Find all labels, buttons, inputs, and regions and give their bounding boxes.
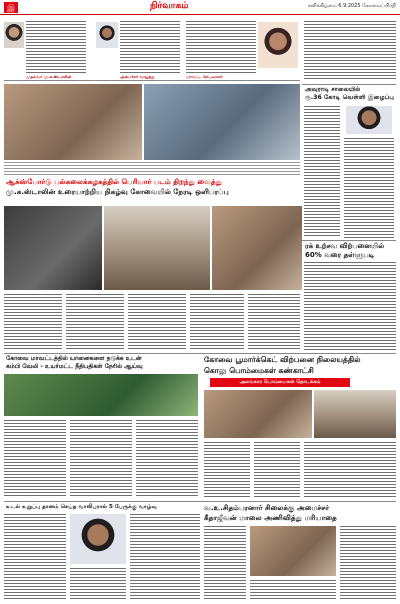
ad-caption-2: அமைச்சர் வாழ்த்து (120, 74, 155, 79)
flower-banner: அலங்கார பொம்மைகள் தொடக்கம் (210, 378, 350, 387)
divider (302, 240, 396, 241)
lead-headline-1: ஆக்ஸ்போர்டு பல்கலைக்கழகத்தில் பெரியார் படம் திறந்து வைத்து (6, 177, 222, 186)
flower-text-3 (304, 442, 396, 498)
elephant-text-3 (136, 420, 198, 498)
flower-headline-1: கோவை பூமார்க்கெட் விற்பனை நிலையத்தில் (204, 355, 361, 364)
elephant-headline-2: கம்பி வேலி - உயர்மட்ட நீதிபதிகள் நேரில் ஆய்வு (6, 363, 143, 370)
bottom-left-text-3 (130, 514, 200, 600)
right-col-text-b (344, 138, 394, 238)
right-portrait (346, 106, 392, 134)
ad-text-3 (186, 21, 256, 73)
lead-body-col-1 (4, 294, 62, 350)
lead-photo-4 (104, 206, 210, 290)
brand-logo: இ (4, 2, 18, 13)
flower-headline-2: கொலு பொம்மைகள் கண்காட்சி (204, 366, 314, 375)
lead-photo-caption (4, 162, 300, 176)
bottom-left-headline: உடல் உறுப்பு தானம் செய்த வாலிபரால் 5 பேருக்கு வாழ்வு (6, 504, 157, 510)
lead-photo-1 (4, 84, 142, 160)
divider (302, 84, 396, 85)
elephant-text-2 (70, 420, 132, 498)
elephant-text-1 (4, 420, 66, 498)
ad-text-1 (26, 21, 86, 73)
lead-photo-2 (144, 84, 300, 160)
bottom-left-text-1 (4, 514, 66, 600)
right-col-text-a (304, 106, 340, 238)
ad-portrait-1 (4, 22, 24, 48)
side-story-text (304, 262, 396, 352)
flower-photo-2 (314, 390, 396, 438)
elephant-photo (4, 374, 198, 416)
masthead: நிர்வாகம் (150, 1, 189, 11)
divider (4, 80, 300, 81)
ad-portrait-3 (258, 22, 298, 68)
bottom-right-headline-1: வ.உ.சிதம்பரனார் சிலைக்கு அமைச்சர் (204, 503, 330, 512)
side-headline-1: ரக் உற்சவ விற்பனையில் (305, 242, 385, 250)
dateline: சனிக்கிழமை 6.9.2025 கோவைப்பிரதி (307, 3, 396, 9)
flower-text-1 (204, 442, 250, 498)
ad-caption-1: முதல்வர் மு.க.ஸ்டாலின் (26, 74, 72, 79)
lead-photo-3 (4, 206, 102, 290)
page-header (0, 0, 400, 15)
lead-body-col-4 (190, 294, 244, 350)
right-col-text-top (304, 21, 396, 81)
flower-photo-1 (204, 390, 312, 438)
right-headline-1: அவுராடி சாலையில் (305, 86, 361, 93)
divider (4, 501, 396, 502)
bottom-right-text-1 (204, 526, 246, 600)
elephant-headline-1: கோவை மாவட்டத்தில் யானைகளை தடுக்க உடன் (6, 355, 142, 362)
flower-text-2 (254, 442, 300, 498)
bottom-right-headline-2: கீதாஜீவன் மாலை அணிவித்து மரியாதை (204, 513, 337, 522)
lead-photo-5 (212, 206, 302, 290)
bottom-right-photo (250, 526, 336, 576)
ad-caption-3: மாவட்ட செயலாளர் (186, 74, 223, 79)
bottom-left-text-2 (70, 568, 126, 600)
side-headline-2: 60% வரை தள்ளுபடி (305, 251, 375, 259)
lead-headline-2: மு.க.ஸ்டாலின் உரையாற்றிய நிகழ்வு கோவையில் நேரடி ஒளிபரப்பு (6, 187, 229, 196)
lead-body-col-5 (248, 294, 300, 350)
lead-body-col-2 (66, 294, 124, 350)
right-headline-2: ரூ.36 கோடி வெள்ளி இழைப்பு (305, 94, 394, 101)
lead-body-col-3 (128, 294, 186, 350)
bottom-right-text-3 (340, 526, 396, 600)
divider (4, 353, 396, 354)
ad-portrait-2 (96, 22, 118, 48)
bottom-right-text-2 (250, 580, 336, 600)
bottom-left-photo (70, 514, 126, 564)
ad-text-2 (120, 21, 180, 73)
